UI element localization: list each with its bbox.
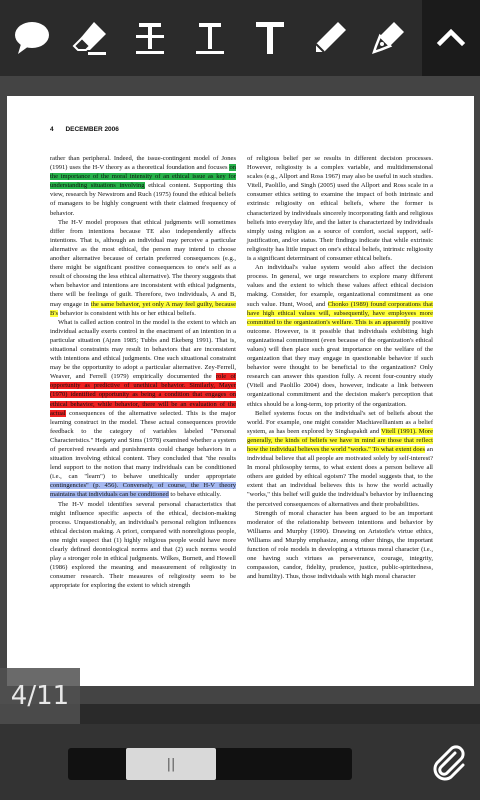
paragraph: [247, 263, 433, 409]
scrollbar-thumb[interactable]: ||: [126, 748, 216, 780]
strikethrough-t-icon: [130, 18, 170, 58]
text-run: The H-V model proposes that ethical judgments will sometimes differ from intentions because TE also independently affects intentions. That is, although an individual may perceive a particular alternative as the most ethical, the person may intend to choose another alternative because of certain preferred consequences (e.g., there might be significant positive consequences to one's self as a result of choosing the less ethical alternative). The theory suggests that when behavior and intentions are inconsistent with ethical judgments, there will be feelings of guilt. Therefore, two individuals, A and B, may engage in: [50, 218, 236, 308]
speech-bubble-icon: [12, 18, 52, 58]
text-run: of religious belief per se results in different decision processes. However, religiosity is a complex variable, and multidimensional scales (e.g., Allport and Ross 1967) may also be useful in such studies. Vitell, Paolillo, and Singh (2005) used the Allport and Ross scale in a consumer ethics setting to examine the impact of both intrinsic and extrinsic religiosity on ethical beliefs, where the former is characterized by individuals sincerely incorporating faith and religious beliefs into everyday life, and the latter is characterized by individuals simply using religion as a source of comfort, social support, self-justification, and/or status. Their findings indicate that while extrinsic religiosity has little impact on one's ethical beliefs, intrinsic religiosity is a significant determinant of consumer ethical beliefs.: [247, 155, 433, 263]
collapse-toolbar-button[interactable]: [422, 0, 480, 76]
paragraph: [247, 154, 433, 263]
text-t-icon: [250, 18, 290, 58]
chevron-up-icon: [436, 23, 466, 53]
text-run: to behave ethically.: [168, 491, 222, 499]
text-run: positive outcome. However, is it possible that individuals exhibiting high organizational commitment (even because of the organization's ethical values) will then place such great importance on the welfare of the organization that they may engage in questionable behavior if such behavior were thought to be beneficial to the organization? Only research can answer this question fully. A recent four-country study (Vitell and Paolillo 2004) does, however, indicate a link between organizational commitment and the decision maker's perception that ethics should be a long-term, top priority of the organization.: [247, 318, 433, 408]
text-run: Strength of moral character has been argued to be an important moderator of the relationship between intentions and behavior by Williams and Murphy (1990). Drawing on Aristotle's virtue ethics, Williams and Murphy emphasize, among other things, the important function of role models in developing a virtuous moral character (i.e., one having such virtues as perseverance, courage, integrity, compassion, candor, fidelity, prudence, justice, public-spiritedness, and humility). Thus, those individuals with high moral character: [247, 509, 433, 581]
fountain-pen-icon: [368, 18, 408, 58]
text-run: Belief systems focus on the individual's set of beliefs about the world. For example, one might consider Machiavellianism as a belief system, as has been explored by Singhapakdi and: [247, 409, 433, 435]
page-number: 4: [50, 126, 54, 133]
bottom-bar: [0, 724, 480, 800]
pencil-icon: [310, 18, 350, 58]
paragraph: [50, 318, 236, 500]
text-column-left: [50, 154, 236, 591]
page-scrollbar[interactable]: [68, 748, 352, 780]
signature-tool-button[interactable]: [360, 10, 416, 66]
eraser-icon: [70, 18, 110, 58]
pen-tool-button[interactable]: [302, 10, 358, 66]
text-run: ethical content. Supporting this view, research by Newstrom and Ruch (1975) found the ethical beliefs of managers to be highly congruent with their claimed frequency of behavior.: [50, 182, 237, 217]
comment-tool-button[interactable]: [4, 10, 60, 66]
text-run: an individual believe that all people are motivated solely by self-interest? In moral philosophy terms, to what extent does a person believe all others are guided by ethical egoism? The model suggests that, to the extent that an individual believes this is how the world actually "works," this belief will guide the individual's behavior by influencing the perceived consequences of alternatives and their probabilities.: [247, 446, 433, 508]
text-run: rather than peripheral. Indeed, the issue-contingent model of Jones (1991) uses the H-V theory as a theoretical foundation and focuses: [50, 155, 236, 172]
page-indicator: 4/11: [0, 668, 80, 724]
highlight-yellow[interactable]: the same behavior, yet only A may feel guilty, because B's: [50, 300, 236, 317]
paragraph: [247, 509, 433, 582]
annotation-toolbar: [0, 0, 480, 77]
pdf-page[interactable]: [7, 96, 474, 686]
text-tool-button[interactable]: [242, 10, 298, 66]
paperclip-icon: [428, 742, 468, 782]
highlight-red[interactable]: role of opportunity as predictive of unethical behavior. Similarly, Mayer (1970) identified opportunity as being a condition that engages on ethical behavior, while behavior, there will be an evaluation of the actual: [50, 373, 236, 417]
highlight-yellow[interactable]: Vitell (1991). More generally, the kinds of beliefs we have in mind are those that reflect how the individual believes the world "works." To what extent does: [247, 427, 433, 453]
underline-t-icon: [190, 18, 230, 58]
eraser-tool-button[interactable]: [62, 10, 118, 66]
text-run: consequences of the alternative selected. This is the major learning construct in the model. These actual consequences provide feedback to the category of variables labeled "Personal Characteristics." Hegarty and Sims (1978) examined whether a system of perceived rewards and punishments could change behaviors in a situation involving ethical content. They concluded that "the results lend support to the notion that many individuals can be conditioned (i.e., can "learn") to behave unethically under appropriate: [50, 409, 236, 481]
strikethrough-tool-button[interactable]: [122, 10, 178, 66]
attach-button[interactable]: [424, 738, 472, 786]
paragraph: [50, 154, 236, 218]
text-run: What is called action control in the model is the extent to which an individual actually exerts control in the enactment of an intention in a particular situation (Ajzen 1985; Tubbs and Ekeberg 1991). That is, situational constraints may result in behaviors that are inconsistent with intentions and ethical judgments. One such situational constraint may be the opportunity to adopt a particular alternative. Zey-Ferrell, Weaver, and Ferrell (1979) empirically documented the: [50, 318, 236, 381]
highlight-green[interactable]: on the importance of the moral intensity of an ethical issue as key for understanding situations involving: [50, 164, 236, 190]
paragraph: [50, 500, 236, 591]
underline-tool-button[interactable]: [182, 10, 238, 66]
text-column-right: [247, 154, 433, 581]
text-run: behavior is consistent with his or her ethical beliefs.: [58, 309, 196, 317]
highlight-blue[interactable]: contingencies" (p. 456). Conversely, of course, the H-V theory maintains that individuals can be conditioned: [50, 482, 236, 499]
paragraph: [247, 409, 433, 509]
document-viewport[interactable]: [0, 76, 480, 704]
page-date: DECEMBER 2006: [65, 126, 119, 133]
page-header: [50, 126, 129, 133]
highlight-yellow[interactable]: Chonko (1989) found corporations that have high ethical values will, subsequently, have employees more committed to the organization's welfare. This is an apparently: [247, 300, 433, 326]
text-run: An individual's value system would also affect the decision process. In general, we urge researchers to explore many different values and the extent to which these values affect ethical decision making. Consider, for example, organizational commitment as one such value. Hunt, Wood, and: [247, 264, 433, 308]
paragraph: [50, 218, 236, 318]
text-run: The H-V model identifies several personal characteristics that might influence specific aspects of the ethical, decision-making process. Unquestionably, an individual's personal religion influences ethical decision making. A priori, compared with nonreligious people, one might suspect that (1) highly religious people would have more clearly defined deontological norms and that (2) such norms would play a stronger role in ethical judgments. Wilkes, Burnett, and Howell (1986) explored the meaning and measurement of religiosity in consumer research. Their measures of religiosity seem to be appropriate for exploring the extent to which strength: [50, 500, 236, 590]
